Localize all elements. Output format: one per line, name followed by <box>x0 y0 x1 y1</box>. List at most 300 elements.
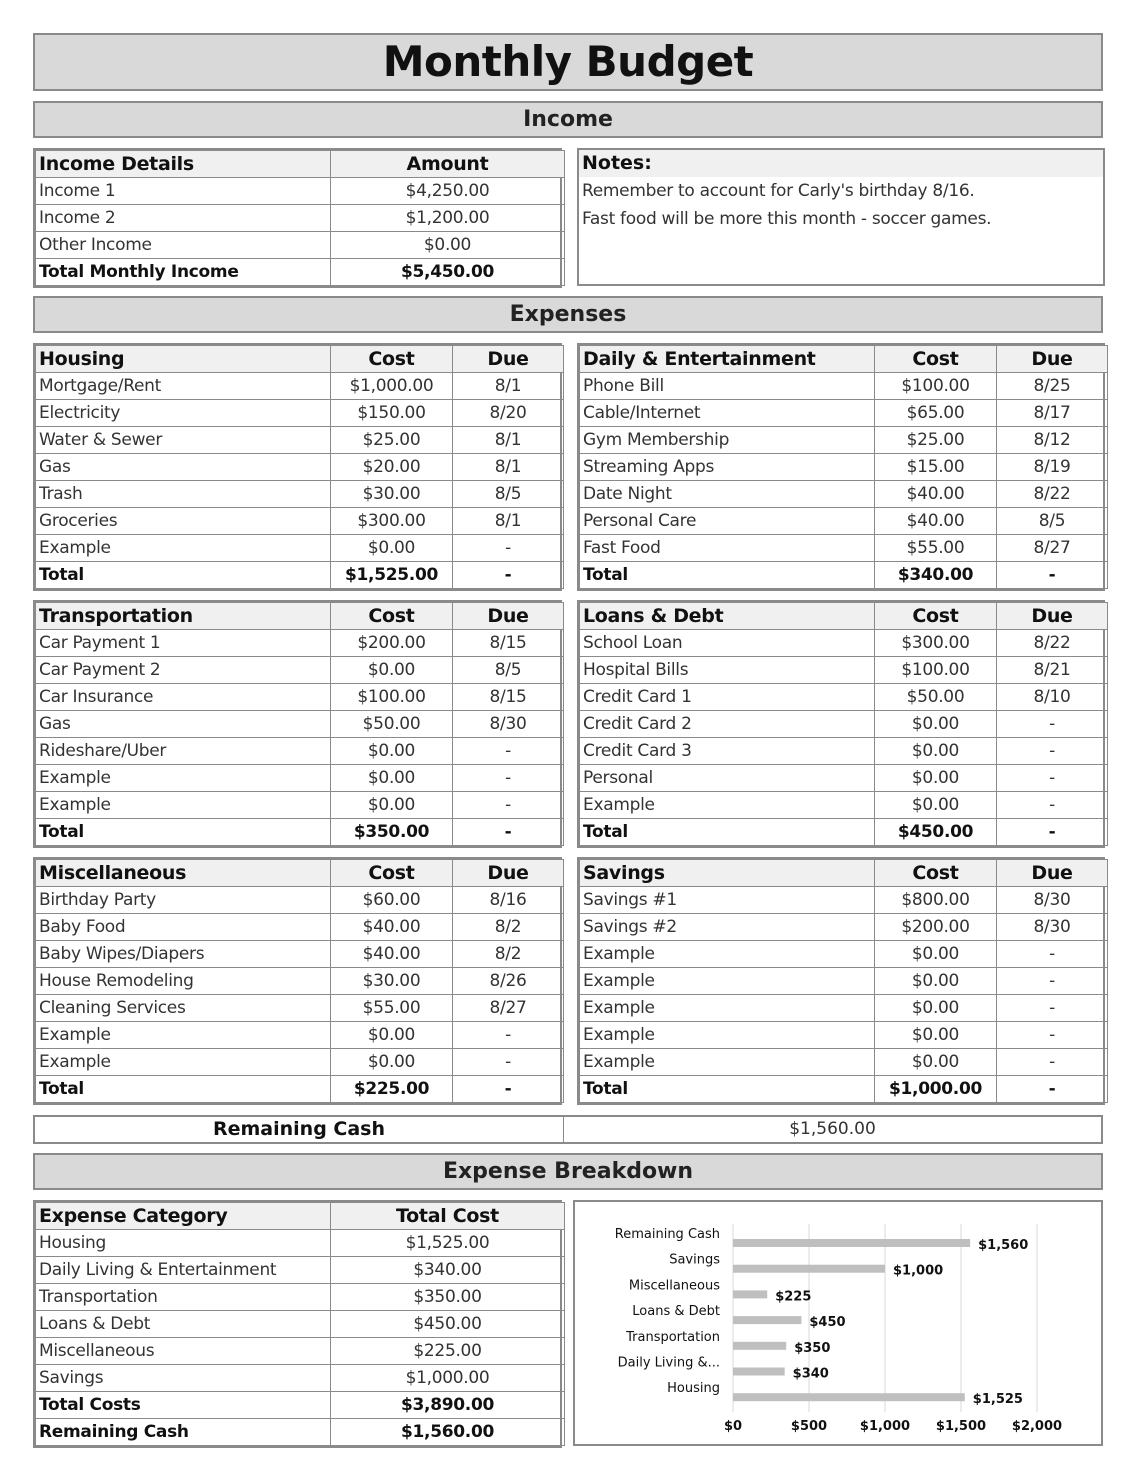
expense-cell[interactable]: - <box>997 562 1108 589</box>
expense-cell[interactable]: Birthday Party <box>36 887 331 914</box>
expense-cell[interactable]: $50.00 <box>331 711 453 738</box>
table-row <box>36 508 564 535</box>
total-row <box>580 819 1108 846</box>
expense-cell[interactable]: Baby Food <box>36 914 331 941</box>
table-row <box>36 1257 565 1284</box>
expense-cell[interactable]: Cost <box>331 603 453 630</box>
expense-cell[interactable]: $25.00 <box>875 427 997 454</box>
table-row <box>36 738 564 765</box>
expense-cell[interactable]: Due <box>453 346 564 373</box>
expense-cell[interactable]: $65.00 <box>875 400 997 427</box>
expense-cell[interactable]: $0.00 <box>875 1049 997 1076</box>
table-row <box>36 427 564 454</box>
page-title: Monthly Budget <box>33 33 1103 91</box>
expense-cell[interactable]: $0.00 <box>875 765 997 792</box>
expense-cell[interactable]: Car Insurance <box>36 684 331 711</box>
expense-cell[interactable]: Groceries <box>36 508 331 535</box>
expenses-section-header: Expenses <box>33 296 1103 333</box>
expense-cell[interactable]: $1,000.00 <box>331 373 453 400</box>
expense-cell[interactable]: Total <box>580 1076 875 1103</box>
table-row <box>580 765 1108 792</box>
note-line: Fast food will be more this month - soccer games. <box>582 209 992 229</box>
remaining-cash-value: $1,560.00 <box>563 1117 1101 1142</box>
expense-cell[interactable]: Due <box>997 603 1108 630</box>
expense-cell[interactable]: Phone Bill <box>580 373 875 400</box>
table-row <box>580 711 1108 738</box>
table-row <box>36 1365 565 1392</box>
bar <box>733 1239 970 1247</box>
table-row <box>36 711 564 738</box>
income-cell[interactable]: $0.00 <box>331 232 565 259</box>
total-row <box>36 1076 564 1103</box>
expense-cell[interactable]: $40.00 <box>331 914 453 941</box>
table-row <box>36 887 564 914</box>
breakdown-cell[interactable]: $1,000.00 <box>331 1365 565 1392</box>
expense-cell[interactable]: Electricity <box>36 400 331 427</box>
expense-cell[interactable]: 8/27 <box>453 995 564 1022</box>
expense-cell[interactable]: $1,000.00 <box>875 1076 997 1103</box>
table-row <box>580 792 1108 819</box>
category-label: Daily Living &... <box>617 1355 720 1371</box>
expense-cell[interactable]: - <box>997 792 1108 819</box>
income-cell[interactable]: Income Details <box>36 151 331 178</box>
expense-cell[interactable]: - <box>453 819 564 846</box>
total-row <box>580 1076 1108 1103</box>
breakdown-cell[interactable]: $350.00 <box>331 1284 565 1311</box>
breakdown-cell[interactable]: Loans & Debt <box>36 1311 331 1338</box>
expense-cell[interactable]: Cost <box>875 346 997 373</box>
expense-cell[interactable]: $0.00 <box>331 657 453 684</box>
expense-cell[interactable]: $40.00 <box>331 941 453 968</box>
expense-cell[interactable]: 8/2 <box>453 914 564 941</box>
expense-cell[interactable]: Example <box>36 1049 331 1076</box>
bar-chart <box>575 1202 1101 1444</box>
x-tick-label: $1,000 <box>859 1419 911 1434</box>
expense-cell[interactable]: $40.00 <box>875 481 997 508</box>
expense-cell[interactable]: Gas <box>36 711 331 738</box>
table-row <box>36 914 564 941</box>
expense-cell[interactable]: Baby Wipes/Diapers <box>36 941 331 968</box>
table-row <box>36 968 564 995</box>
expense-cell[interactable]: 8/12 <box>997 427 1108 454</box>
expense-cell[interactable]: 8/30 <box>453 711 564 738</box>
expense-cell[interactable]: Cost <box>875 860 997 887</box>
table-row <box>580 427 1108 454</box>
table-row <box>36 205 565 232</box>
breakdown-cell[interactable]: $450.00 <box>331 1311 565 1338</box>
table-row <box>36 792 564 819</box>
header-row <box>580 603 1108 630</box>
expense-cell[interactable]: $350.00 <box>331 819 453 846</box>
bar <box>733 1368 785 1376</box>
breakdown-cell[interactable]: Remaining Cash <box>36 1419 331 1446</box>
header-row <box>36 860 564 887</box>
expense-cell[interactable]: Trash <box>36 481 331 508</box>
expense-cell[interactable]: Due <box>453 860 564 887</box>
total-row <box>36 1392 565 1419</box>
x-tick-label: $500 <box>790 1419 828 1434</box>
x-tick-label: $1,500 <box>935 1419 987 1434</box>
category-label: Housing <box>667 1381 720 1397</box>
table-row <box>580 535 1108 562</box>
expense-cell[interactable]: Cost <box>331 346 453 373</box>
table-row <box>36 684 564 711</box>
expense-cell[interactable]: Water & Sewer <box>36 427 331 454</box>
expense-table-loans-debt <box>577 600 1105 848</box>
table-row <box>580 887 1108 914</box>
table-row <box>36 454 564 481</box>
notes-box[interactable] <box>577 148 1105 286</box>
expense-cell[interactable]: Example <box>580 1049 875 1076</box>
expense-table-miscellaneous <box>33 857 562 1105</box>
expense-cell[interactable]: $1,525.00 <box>331 562 453 589</box>
header-row <box>580 860 1108 887</box>
data-label: $1,560 <box>978 1238 1029 1253</box>
expense-cell[interactable]: $50.00 <box>875 684 997 711</box>
expense-cell[interactable]: 8/16 <box>453 887 564 914</box>
income-cell[interactable]: $5,450.00 <box>331 259 565 286</box>
x-tick-label: $2,000 <box>1011 1419 1063 1434</box>
expense-cell[interactable]: - <box>997 1076 1108 1103</box>
expense-cell[interactable]: 8/20 <box>453 400 564 427</box>
expense-cell[interactable]: $0.00 <box>875 1022 997 1049</box>
expense-cell[interactable]: 8/25 <box>997 373 1108 400</box>
expense-cell[interactable]: Gas <box>36 454 331 481</box>
expense-cell[interactable]: - <box>997 819 1108 846</box>
breakdown-cell[interactable]: Expense Category <box>36 1203 331 1230</box>
expense-cell[interactable]: Total <box>580 562 875 589</box>
expense-cell[interactable]: $60.00 <box>331 887 453 914</box>
expense-cell[interactable]: 8/17 <box>997 400 1108 427</box>
category-label: Savings <box>669 1252 720 1268</box>
expense-cell[interactable]: - <box>453 535 564 562</box>
breakdown-cell[interactable]: Daily Living & Entertainment <box>36 1257 331 1284</box>
expense-cell[interactable]: Loans & Debt <box>580 603 875 630</box>
category-label: Loans & Debt <box>632 1304 720 1320</box>
table-row <box>36 400 564 427</box>
data-label: $350 <box>794 1340 831 1356</box>
bar <box>733 1342 786 1350</box>
data-label: $340 <box>792 1366 829 1382</box>
breakdown-cell[interactable]: $1,525.00 <box>331 1230 565 1257</box>
breakdown-cell[interactable]: Housing <box>36 1230 331 1257</box>
expense-cell[interactable]: 8/1 <box>453 508 564 535</box>
expense-cell[interactable]: 8/1 <box>453 373 564 400</box>
expense-cell[interactable]: $300.00 <box>331 508 453 535</box>
breakdown-cell[interactable]: $1,560.00 <box>331 1419 565 1446</box>
header-row <box>580 346 1108 373</box>
total-row <box>36 819 564 846</box>
category-label: Miscellaneous <box>628 1278 720 1294</box>
expense-cell[interactable]: Hospital Bills <box>580 657 875 684</box>
bar <box>733 1316 801 1324</box>
expense-cell[interactable]: 8/27 <box>997 535 1108 562</box>
header-row <box>36 346 564 373</box>
expense-cell[interactable]: Due <box>997 860 1108 887</box>
expense-cell[interactable]: $0.00 <box>875 995 997 1022</box>
expense-cell[interactable]: Total <box>580 819 875 846</box>
expense-cell[interactable]: - <box>997 941 1108 968</box>
expense-cell[interactable]: Fast Food <box>580 535 875 562</box>
expense-cell[interactable]: $0.00 <box>331 792 453 819</box>
expense-cell[interactable]: 8/5 <box>453 657 564 684</box>
expense-cell[interactable]: Car Payment 1 <box>36 630 331 657</box>
expense-cell[interactable]: $800.00 <box>875 887 997 914</box>
expense-cell[interactable]: - <box>453 792 564 819</box>
expense-cell[interactable]: Total <box>36 1076 331 1103</box>
income-cell[interactable]: Income 1 <box>36 178 331 205</box>
expense-cell[interactable]: Due <box>453 603 564 630</box>
breakdown-cell[interactable]: Miscellaneous <box>36 1338 331 1365</box>
expense-cell[interactable]: Rideshare/Uber <box>36 738 331 765</box>
expense-cell[interactable]: - <box>453 1076 564 1103</box>
expense-cell[interactable]: Example <box>580 968 875 995</box>
table-row <box>36 1230 565 1257</box>
expense-cell[interactable]: $0.00 <box>875 711 997 738</box>
expense-cell[interactable]: - <box>453 765 564 792</box>
data-label: $450 <box>809 1315 846 1331</box>
breakdown-cell[interactable]: Total Cost <box>331 1203 565 1230</box>
note-line: Remember to account for Carly's birthday 8/16. <box>582 181 975 201</box>
income-cell[interactable]: Amount <box>331 151 565 178</box>
expense-cell[interactable]: Example <box>580 995 875 1022</box>
expense-cell[interactable]: Date Night <box>580 481 875 508</box>
expense-cell[interactable]: Savings #2 <box>580 914 875 941</box>
expense-cell[interactable]: $0.00 <box>331 765 453 792</box>
expense-cell[interactable]: Gym Membership <box>580 427 875 454</box>
breakdown-cell[interactable]: Transportation <box>36 1284 331 1311</box>
table-row <box>36 373 564 400</box>
table-row <box>36 1022 564 1049</box>
data-label: $1,000 <box>893 1263 944 1279</box>
expense-cell[interactable]: $300.00 <box>875 630 997 657</box>
table-row <box>580 1049 1108 1076</box>
expense-cell[interactable]: Credit Card 1 <box>580 684 875 711</box>
expense-cell[interactable]: Personal Care <box>580 508 875 535</box>
bar <box>733 1290 767 1298</box>
expense-cell[interactable]: - <box>453 1022 564 1049</box>
table-row <box>36 995 564 1022</box>
table-row <box>580 941 1108 968</box>
expense-table-savings <box>577 857 1105 1105</box>
expense-cell[interactable]: Total <box>36 819 331 846</box>
table-row <box>36 941 564 968</box>
expense-cell[interactable]: $30.00 <box>331 481 453 508</box>
expense-cell[interactable]: Savings <box>580 860 875 887</box>
expense-cell[interactable]: 8/19 <box>997 454 1108 481</box>
expense-cell[interactable]: - <box>997 968 1108 995</box>
table-row <box>580 738 1108 765</box>
breakdown-cell[interactable]: Total Costs <box>36 1392 331 1419</box>
expense-cell[interactable]: Daily & Entertainment <box>580 346 875 373</box>
bar <box>733 1393 965 1401</box>
expense-cell[interactable]: $0.00 <box>331 738 453 765</box>
table-row <box>36 232 565 259</box>
table-row <box>580 508 1108 535</box>
table-row <box>580 657 1108 684</box>
breakdown-table <box>33 1200 562 1448</box>
expense-cell[interactable]: Credit Card 3 <box>580 738 875 765</box>
total-row <box>580 562 1108 589</box>
table-row <box>36 1311 565 1338</box>
expense-cell[interactable]: $0.00 <box>875 941 997 968</box>
expense-cell[interactable]: House Remodeling <box>36 968 331 995</box>
breakdown-cell[interactable]: $225.00 <box>331 1338 565 1365</box>
expense-cell[interactable]: Mortgage/Rent <box>36 373 331 400</box>
expense-table-transportation <box>33 600 562 848</box>
table-row <box>580 400 1108 427</box>
expense-cell[interactable]: $200.00 <box>875 914 997 941</box>
total-row <box>36 259 565 286</box>
table-row <box>580 995 1108 1022</box>
expense-cell[interactable]: $55.00 <box>331 995 453 1022</box>
income-cell[interactable]: $4,250.00 <box>331 178 565 205</box>
expense-cell[interactable]: $200.00 <box>331 630 453 657</box>
expense-cell[interactable]: - <box>997 1022 1108 1049</box>
expense-cell[interactable]: Example <box>580 792 875 819</box>
expense-cell[interactable]: $225.00 <box>331 1076 453 1103</box>
table-row <box>36 657 564 684</box>
expense-cell[interactable]: 8/5 <box>997 508 1108 535</box>
expense-cell[interactable]: $340.00 <box>875 562 997 589</box>
table-row <box>580 373 1108 400</box>
income-cell[interactable]: Income 2 <box>36 205 331 232</box>
expense-cell[interactable]: 8/15 <box>453 630 564 657</box>
expense-cell[interactable]: $0.00 <box>875 968 997 995</box>
expense-cell[interactable]: Car Payment 2 <box>36 657 331 684</box>
expense-cell[interactable]: - <box>997 711 1108 738</box>
expense-cell[interactable]: Credit Card 2 <box>580 711 875 738</box>
expense-table-housing <box>33 343 562 591</box>
breakdown-cell[interactable]: $340.00 <box>331 1257 565 1284</box>
expense-cell[interactable]: $30.00 <box>331 968 453 995</box>
table-row <box>580 684 1108 711</box>
expense-cell[interactable]: - <box>997 738 1108 765</box>
expense-cell[interactable]: - <box>997 995 1108 1022</box>
expense-cell[interactable]: $150.00 <box>331 400 453 427</box>
expense-cell[interactable]: - <box>997 765 1108 792</box>
expense-cell[interactable]: 8/26 <box>453 968 564 995</box>
expense-cell[interactable]: Streaming Apps <box>580 454 875 481</box>
table-row <box>36 1338 565 1365</box>
expense-cell[interactable]: School Loan <box>580 630 875 657</box>
expense-cell[interactable]: 8/21 <box>997 657 1108 684</box>
expense-cell[interactable]: Cable/Internet <box>580 400 875 427</box>
table-row <box>580 630 1108 657</box>
expense-cell[interactable]: $0.00 <box>331 1049 453 1076</box>
breakdown-cell[interactable]: Savings <box>36 1365 331 1392</box>
expense-cell[interactable]: $0.00 <box>875 738 997 765</box>
table-row <box>36 630 564 657</box>
expense-cell[interactable]: 8/30 <box>997 887 1108 914</box>
income-cell[interactable]: Total Monthly Income <box>36 259 331 286</box>
expense-cell[interactable]: 8/1 <box>453 427 564 454</box>
expense-cell[interactable]: $0.00 <box>875 792 997 819</box>
expense-cell[interactable]: Miscellaneous <box>36 860 331 887</box>
breakdown-cell[interactable]: $3,890.00 <box>331 1392 565 1419</box>
expense-cell[interactable]: $0.00 <box>331 1022 453 1049</box>
expense-cell[interactable]: $100.00 <box>875 657 997 684</box>
expense-cell[interactable]: Cost <box>875 603 997 630</box>
expense-cell[interactable]: $0.00 <box>331 535 453 562</box>
income-cell[interactable]: Other Income <box>36 232 331 259</box>
expense-cell[interactable]: $15.00 <box>875 454 997 481</box>
expense-cell[interactable]: 8/2 <box>453 941 564 968</box>
table-row <box>580 914 1108 941</box>
total-row <box>36 562 564 589</box>
table-row <box>36 535 564 562</box>
expense-table-daily-entertainment <box>577 343 1105 591</box>
expense-cell[interactable]: Example <box>36 535 331 562</box>
expense-cell[interactable]: Cleaning Services <box>36 995 331 1022</box>
expense-cell[interactable]: - <box>453 1049 564 1076</box>
data-label: $1,525 <box>972 1392 1023 1408</box>
expense-cell[interactable]: $55.00 <box>875 535 997 562</box>
expense-cell[interactable]: Example <box>36 765 331 792</box>
expense-cell[interactable]: Example <box>36 792 331 819</box>
expense-cell[interactable]: $20.00 <box>331 454 453 481</box>
breakdown-chart <box>573 1200 1103 1446</box>
expense-cell[interactable]: $100.00 <box>331 684 453 711</box>
expense-cell[interactable]: 8/22 <box>997 630 1108 657</box>
expense-cell[interactable]: Total <box>36 562 331 589</box>
expense-cell[interactable]: Example <box>580 1022 875 1049</box>
income-table <box>33 148 562 288</box>
expense-cell[interactable]: Housing <box>36 346 331 373</box>
total-row <box>36 1419 565 1446</box>
table-row <box>36 481 564 508</box>
data-label: $225 <box>775 1289 812 1305</box>
expense-cell[interactable]: $100.00 <box>875 373 997 400</box>
category-label: Remaining Cash <box>614 1227 720 1242</box>
expense-cell[interactable]: Savings #1 <box>580 887 875 914</box>
table-row <box>36 765 564 792</box>
expense-cell[interactable]: 8/15 <box>453 684 564 711</box>
breakdown-section-header: Expense Breakdown <box>33 1153 1103 1190</box>
table-row <box>36 1049 564 1076</box>
notes-label: Notes: <box>579 150 1103 177</box>
table-row <box>36 178 565 205</box>
expense-cell[interactable]: $40.00 <box>875 508 997 535</box>
income-cell[interactable]: $1,200.00 <box>331 205 565 232</box>
expense-cell[interactable]: Example <box>36 1022 331 1049</box>
header-row <box>36 1203 565 1230</box>
income-section-header: Income <box>33 101 1103 138</box>
x-tick-label: $0 <box>723 1419 743 1434</box>
expense-cell[interactable]: Due <box>997 346 1108 373</box>
expense-cell[interactable]: - <box>453 562 564 589</box>
expense-cell[interactable]: 8/30 <box>997 914 1108 941</box>
category-label: Transportation <box>626 1329 720 1345</box>
expense-cell[interactable]: $25.00 <box>331 427 453 454</box>
expense-cell[interactable]: 8/10 <box>997 684 1108 711</box>
expense-cell[interactable]: 8/1 <box>453 454 564 481</box>
table-row <box>36 1284 565 1311</box>
expense-cell[interactable]: - <box>453 738 564 765</box>
remaining-cash-label: Remaining Cash <box>212 1118 386 1140</box>
expense-cell[interactable]: Transportation <box>36 603 331 630</box>
expense-cell[interactable]: Personal <box>580 765 875 792</box>
bar <box>733 1265 885 1273</box>
header-row <box>36 151 565 178</box>
expense-cell[interactable]: Cost <box>331 860 453 887</box>
expense-cell[interactable]: $450.00 <box>875 819 997 846</box>
expense-cell[interactable]: - <box>997 1049 1108 1076</box>
header-row <box>36 603 564 630</box>
expense-cell[interactable]: 8/22 <box>997 481 1108 508</box>
expense-cell[interactable]: Example <box>580 941 875 968</box>
expense-cell[interactable]: 8/5 <box>453 481 564 508</box>
